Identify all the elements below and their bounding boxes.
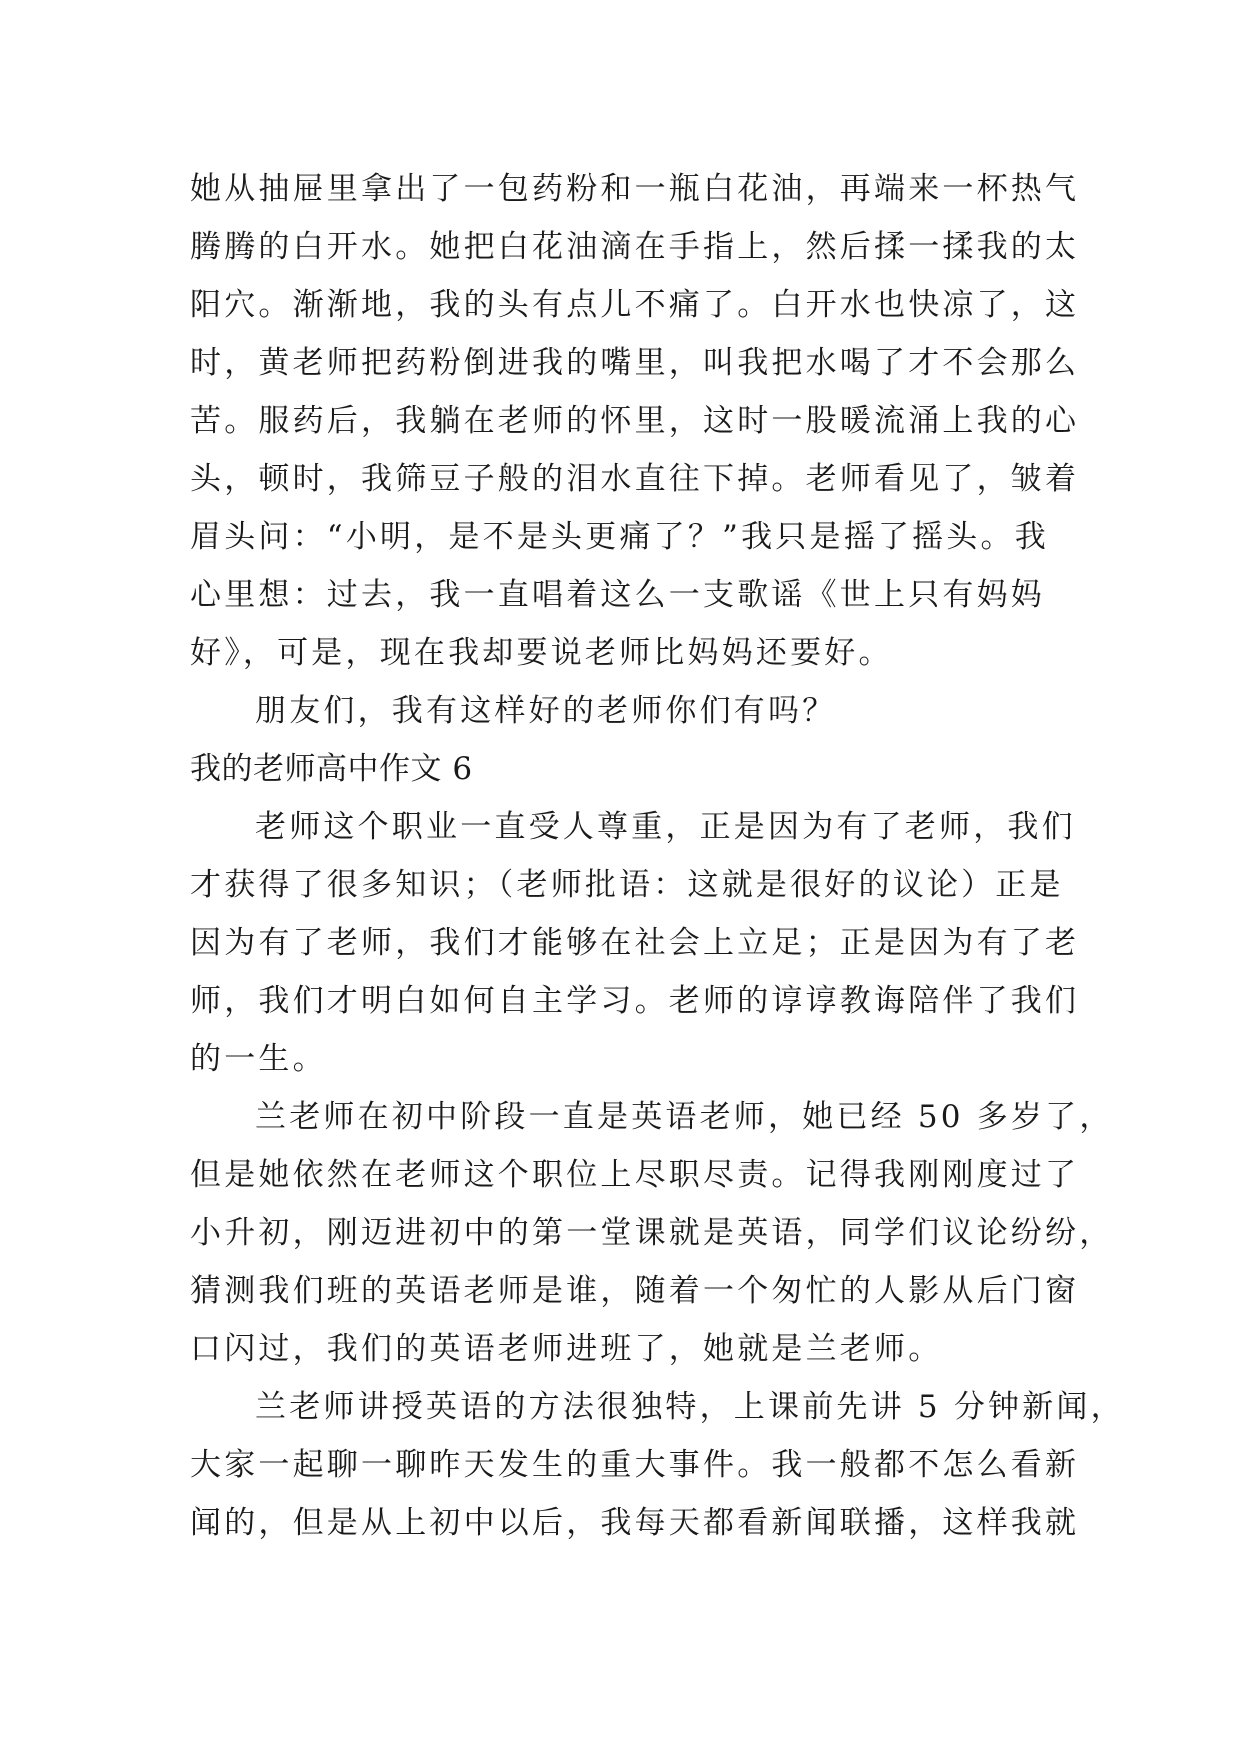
paragraph-first-line: 兰老师讲授英语的方法很独特，上课前先讲 5 分钟新闻， <box>255 1389 1125 1425</box>
text-line: 才获得了很多知识；（老师批语：这就是很好的议论）正是 <box>190 867 1064 903</box>
text-line: 她从抽屉里拿出了一包药粉和一瓶白花油，再端来一杯热气 <box>190 171 1080 207</box>
text-line: 闻的，但是从上初中以后，我每天都看新闻联播，这样我就 <box>190 1505 1080 1541</box>
text-line: 苦。服药后，我躺在老师的怀里，这时一股暖流涌上我的心 <box>190 403 1080 439</box>
text-line: 但是她依然在老师这个职位上尽职尽责。记得我刚刚度过了 <box>190 1157 1080 1193</box>
paragraph-first-line: 老师这个职业一直受人尊重，正是因为有了老师，我们 <box>255 809 1076 845</box>
text-line: 的一生。 <box>190 1041 327 1077</box>
text-line: 头，顿时，我筛豆子般的泪水直往下掉。老师看见了，皱着 <box>190 461 1080 497</box>
text-line: 心里想：过去，我一直唱着这么一支歌谣《世上只有妈妈 <box>190 577 1045 613</box>
text-line: 猜测我们班的英语老师是谁，随着一个匆忙的人影从后门窗 <box>190 1273 1080 1309</box>
text-line: 因为有了老师，我们才能够在社会上立足；正是因为有了老 <box>190 925 1080 961</box>
paragraph-first-line: 朋友们，我有这样好的老师你们有吗？ <box>255 693 837 729</box>
text-line: 大家一起聊一聊昨天发生的重大事件。我一般都不怎么看新 <box>190 1447 1080 1483</box>
text-line: 阳穴。渐渐地，我的头有点儿不痛了。白开水也快凉了，这 <box>190 287 1080 323</box>
text-line: 时，黄老师把药粉倒进我的嘴里，叫我把水喝了才不会那么 <box>190 345 1080 381</box>
text-line: 眉头问：“小明，是不是头更痛了？”我只是摇了摇头。我 <box>190 519 1049 555</box>
text-line: 小升初，刚迈进初中的第一堂课就是英语，同学们议论纷纷， <box>190 1215 1114 1251</box>
text-line: 好》，可是，现在我却要说老师比妈妈还要好。 <box>190 635 893 671</box>
paragraph-first-line: 兰老师在初中阶段一直是英语老师，她已经 50 多岁了， <box>255 1099 1114 1135</box>
text-line: 口闪过，我们的英语老师进班了，她就是兰老师。 <box>190 1331 943 1367</box>
text-line: 腾腾的白开水。她把白花油滴在手指上，然后揉一揉我的太 <box>190 229 1080 265</box>
section-heading: 我的老师高中作文 6 <box>190 751 473 787</box>
text-line: 师，我们才明白如何自主学习。老师的谆谆教诲陪伴了我们 <box>190 983 1080 1019</box>
